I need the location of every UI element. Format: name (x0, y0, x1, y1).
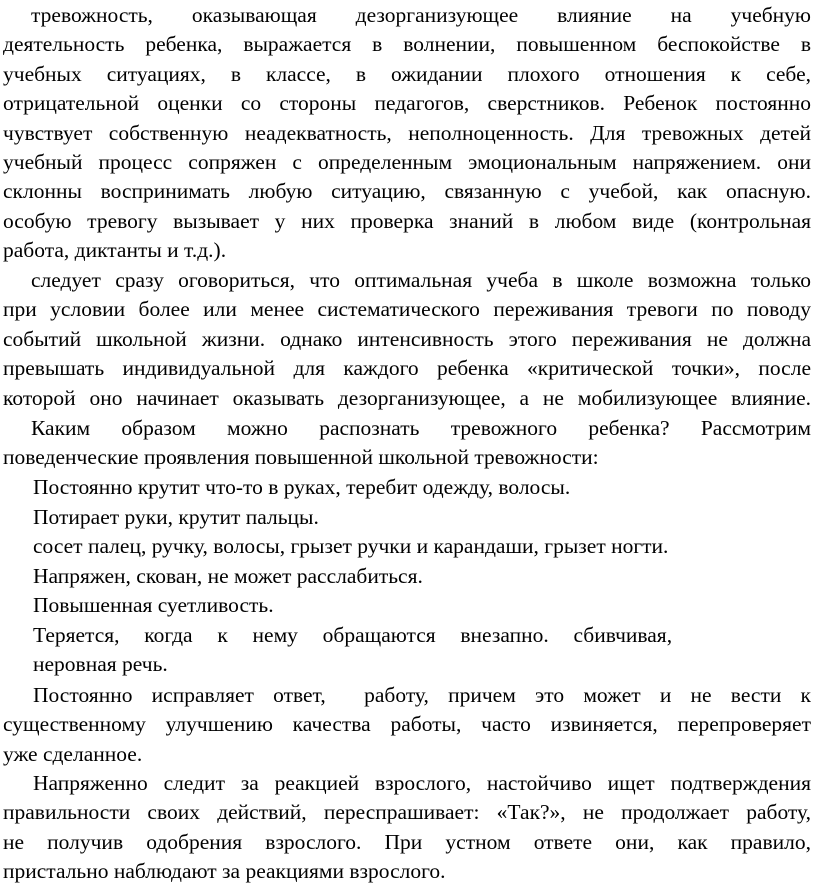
list-item: неровная речь. (33, 652, 168, 676)
text-line: правильности своих действий, переспрашивает: «Так?», не продолжает работу, (3, 800, 811, 825)
text-line: чувствует собственную неадекватность, неполноценность. Для тревожных детей (3, 120, 811, 145)
paragraph-anxiety-definition (3, 1, 811, 266)
text-line: при условии более или менее систематического переживания тревоги по поводу (3, 297, 811, 322)
text-line: тревожность, оказывающая дезорганизующее влияние на учебную (31, 3, 811, 27)
text-line: особую тревогу вызывает у них проверка знаний в любом виде (контрольная (3, 208, 811, 233)
text-line: учебный процесс сопряжен с определенным эмоциональным напряжением. они (3, 149, 811, 174)
text-line: работа, диктанты и т.д.). (3, 238, 227, 263)
paragraph-recognition-question (3, 414, 811, 473)
text-line: учебных ситуациях, в классе, в ожидании плохого отношения к себе, (3, 61, 811, 86)
text-line: превышать индивидуальной для каждого ребенка «критической точки», после (3, 356, 811, 381)
text-line: существенному улучшению качества работы, часто извиняется, перепроверяет (3, 712, 811, 737)
text-line: событий школьной жизни. однако интенсивность этого переживания не должна (3, 326, 811, 351)
text-line: следует сразу оговориться, что оптимальная учеба в школе возможна только (31, 268, 811, 292)
text-line: склонны воспринимать любую ситуацию, связанную с учебой, как опасную. (3, 179, 811, 204)
text-line: не получив одобрения взрослого. При устном ответе они, как правило, (3, 829, 811, 854)
paragraph-optimal-learning (3, 266, 811, 413)
text-line: которой оно начинает оказывать дезорганизующее, а не мобилизующее влияние. (3, 385, 811, 410)
text-line: уже сделанное. (3, 741, 143, 766)
text-line: Каким образом можно распознать тревожного ребенка? Рассмотрим (31, 416, 811, 440)
text-line: отрицательной оценки со стороны педагогов, сверстников. Ребенок постоянно (3, 91, 811, 116)
paragraph-corrects-answer (3, 681, 811, 769)
text-line: поведенческие проявления повышенной школьной тревожности: (3, 445, 599, 470)
text-line: деятельность ребенка, выражается в волнении, повышенном беспокойстве в (3, 32, 811, 57)
list-item: Повышенная суетливость. (33, 593, 274, 617)
paragraph-watches-adult (3, 769, 811, 887)
text-line: Постоянно исправляет ответ, работу, причем это может и не вести к (33, 683, 811, 707)
list-item: Постоянно крутит что-то в руках, теребит одежду, волосы. (33, 475, 571, 499)
text-line: пристально наблюдают за реакциями взрослого. (3, 859, 446, 884)
list-item: Потирает руки, крутит пальцы. (33, 505, 319, 529)
list-item: сосет палец, ручку, волосы, грызет ручки и карандаши, грызет ногти. (33, 534, 669, 558)
text-line: Напряженно следит за реакцией взрослого, настойчиво ищет подтверждения (33, 771, 811, 795)
list-item: Теряется, когда к нему обращаются внезапно. сбивчивая, (33, 623, 673, 647)
list-item: Напряжен, скован, не может расслабиться. (33, 564, 423, 588)
